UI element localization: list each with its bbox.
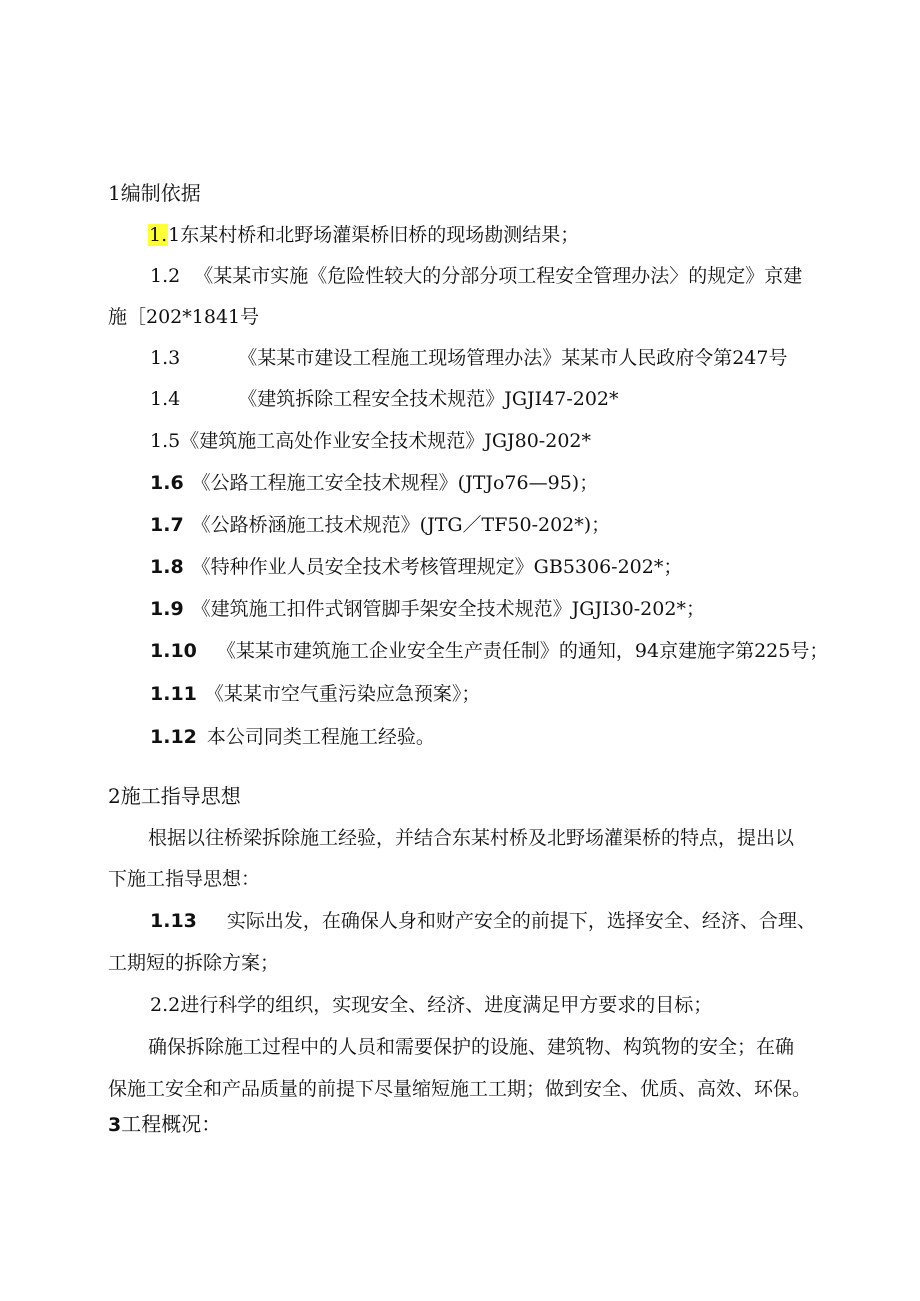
section-1-heading xyxy=(108,180,201,206)
item-number: 1.2 xyxy=(150,265,181,287)
item-number: 1.11 xyxy=(150,683,197,705)
item-text: 《某某市空气重污染应急预案》； xyxy=(204,683,481,705)
list-item xyxy=(150,596,705,622)
paragraph-text: 下施工指导思想： xyxy=(108,868,261,890)
list-item xyxy=(150,428,591,454)
item-number: 1.4 xyxy=(150,388,181,410)
item-text: 东某村桥和北野场灌渠桥旧桥的现场勘测结果； xyxy=(180,224,580,246)
list-item xyxy=(150,638,828,664)
item-text: 《公路桥涵施工技术规范》(JTG／TF50-202*)； xyxy=(191,514,611,536)
item-number: 1.12 xyxy=(150,726,197,748)
item-text: 《某某市建筑施工企业安全生产责任制》的通知，94京建施字第225号； xyxy=(216,640,829,662)
item-text: 《特种作业人员安全技术考核管理规定》GB5306-202*； xyxy=(191,556,683,578)
list-item-continuation xyxy=(108,304,259,330)
item-text: 《建筑拆除工程安全技术规范》JGJI47-202* xyxy=(238,388,619,410)
list-item xyxy=(150,681,480,707)
item-number-suffix: 1 xyxy=(168,224,181,246)
section-title: 编制依据 xyxy=(120,181,201,205)
item-number: 1.3 xyxy=(150,347,181,369)
list-item xyxy=(150,470,598,496)
paragraph-line xyxy=(108,1076,811,1102)
section-3-heading xyxy=(108,1111,221,1138)
section-title: 施工指导思想 xyxy=(120,784,241,808)
item-number: 1.5 xyxy=(150,430,181,452)
item-text: 施［202*1841号 xyxy=(108,306,260,328)
list-item-continuation xyxy=(108,950,279,976)
section-number: 3 xyxy=(108,1114,122,1136)
list-item xyxy=(148,222,579,248)
list-item xyxy=(150,512,610,538)
paragraph-text: 根据以往桥梁拆除施工经验，并结合东某村桥及北野场灌渠桥的特点，提出以 xyxy=(148,827,795,849)
item-number: 1.7 xyxy=(150,514,184,536)
paragraph-text: 保施工安全和产品质量的前提下尽量缩短施工工期；做到安全、优质、高效、环保。 xyxy=(108,1078,812,1100)
list-item xyxy=(150,345,788,371)
item-text: 《某某市建设工程施工现场管理办法》某某市人民政府令第247号 xyxy=(238,347,788,369)
section-title: 工程概况： xyxy=(121,1112,222,1136)
item-text: 实际出发，在确保人身和财产安全的前提下，选择安全、经济、合理、 xyxy=(226,910,816,932)
item-text: 《公路工程施工安全技术规程》(JTJo76—95)； xyxy=(191,472,599,494)
item-number: 1.10 xyxy=(150,640,197,662)
paragraph-line xyxy=(148,1034,794,1060)
item-number-highlighted: 1. xyxy=(149,224,168,246)
list-item xyxy=(150,386,619,412)
list-item xyxy=(150,263,802,289)
list-item xyxy=(150,992,712,1018)
item-number: 1.9 xyxy=(150,598,184,620)
item-text: 《建筑施工扣件式钢管脚手架安全技术规范》JGJI30-202*； xyxy=(191,598,705,620)
paragraph-line xyxy=(148,825,794,851)
section-number: 2 xyxy=(108,784,121,808)
item-text: 《某某市实施《危险性较大的分部分项工程安全管理办法〉的规定》京建 xyxy=(194,265,803,287)
item-text: 《建筑施工高处作业安全技术规范》JGJ80-202* xyxy=(180,430,591,452)
paragraph-line xyxy=(108,866,260,892)
item-number: 2.2 xyxy=(150,994,181,1016)
section-2-heading xyxy=(108,783,241,809)
item-number: 1.13 xyxy=(150,910,197,932)
paragraph-text: 确保拆除施工过程中的人员和需要保护的设施、建筑物、构筑物的安全；在确 xyxy=(148,1036,795,1058)
item-number: 1.8 xyxy=(150,556,184,578)
section-number: 1 xyxy=(108,181,121,205)
item-text: 工期短的拆除方案； xyxy=(108,952,280,974)
list-item xyxy=(150,554,682,580)
list-item xyxy=(150,908,816,934)
list-item xyxy=(150,724,435,750)
item-text: 进行科学的组织，实现安全、经济、进度满足甲方要求的目标； xyxy=(180,994,713,1016)
item-text: 本公司同类工程施工经验。 xyxy=(206,726,435,748)
item-number: 1.6 xyxy=(150,472,184,494)
